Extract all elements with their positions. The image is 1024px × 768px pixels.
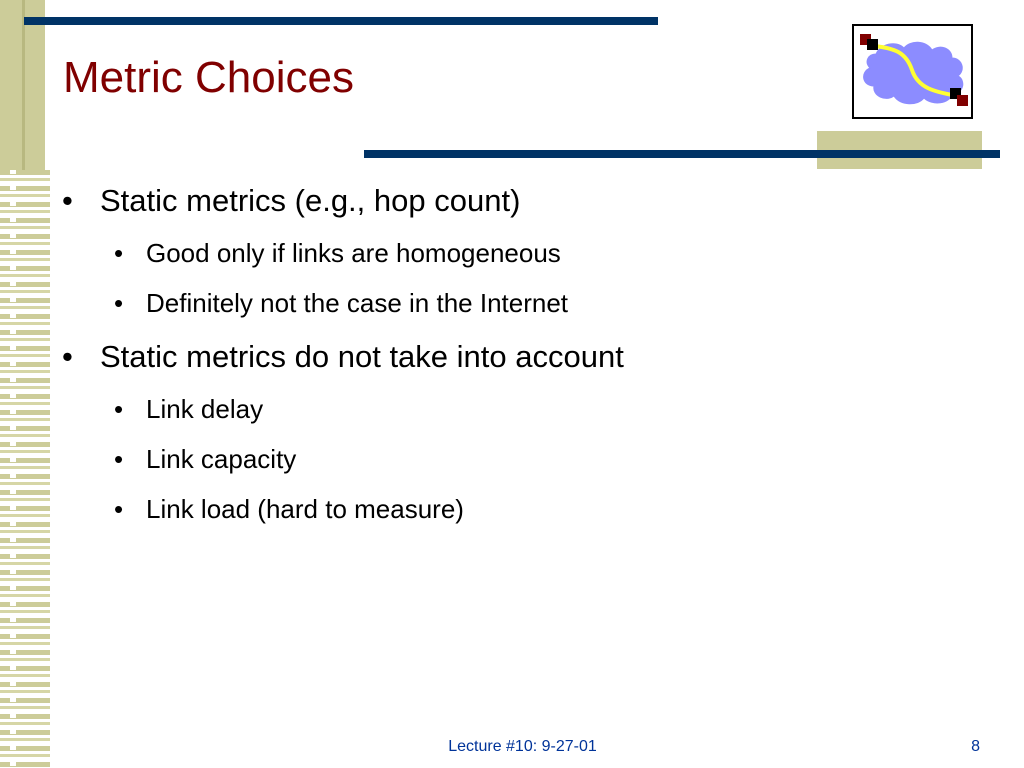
slide-title: Metric Choices <box>63 53 354 102</box>
top-rule <box>24 17 658 25</box>
bullet-level2 <box>62 444 962 474</box>
network-cloud-icon <box>854 26 971 117</box>
bullet-text: Link load (hard to measure) <box>146 494 464 524</box>
bullet-level2 <box>62 238 962 268</box>
bullet-dot: • <box>114 444 124 474</box>
bullet-level1 <box>62 182 962 220</box>
left-striped-band <box>0 170 50 768</box>
left-stripe-decoration <box>0 0 50 768</box>
bullet-dot: • <box>114 288 124 318</box>
bullet-text: Definitely not the case in the Internet <box>146 288 569 318</box>
network-cloud-logo <box>852 24 973 119</box>
bullet-text: Static metrics do not take into account <box>100 339 624 374</box>
bullet-dot: • <box>114 494 124 524</box>
bullet-dot: • <box>62 339 73 374</box>
bullet-text: Good only if links are homogeneous <box>146 238 561 268</box>
footer-page-number: 8 <box>971 738 980 755</box>
bullet-text: Static metrics (e.g., hop count) <box>100 183 521 218</box>
bullet-level2 <box>62 494 962 524</box>
bullet-dot: • <box>62 183 73 218</box>
footer-lecture-label: Lecture #10: 9-27-01 <box>448 738 597 755</box>
bullet-level2 <box>62 288 962 318</box>
bullet-level1 <box>62 338 962 376</box>
bullet-level2 <box>62 394 962 424</box>
bullet-text: Link delay <box>146 394 264 424</box>
title-underline-rule <box>364 150 1000 158</box>
left-vertical-line <box>22 0 25 170</box>
bullet-dot: • <box>114 238 124 268</box>
bullet-text: Link capacity <box>146 444 297 474</box>
slide-body <box>62 182 962 524</box>
bullet-dot: • <box>114 394 124 424</box>
